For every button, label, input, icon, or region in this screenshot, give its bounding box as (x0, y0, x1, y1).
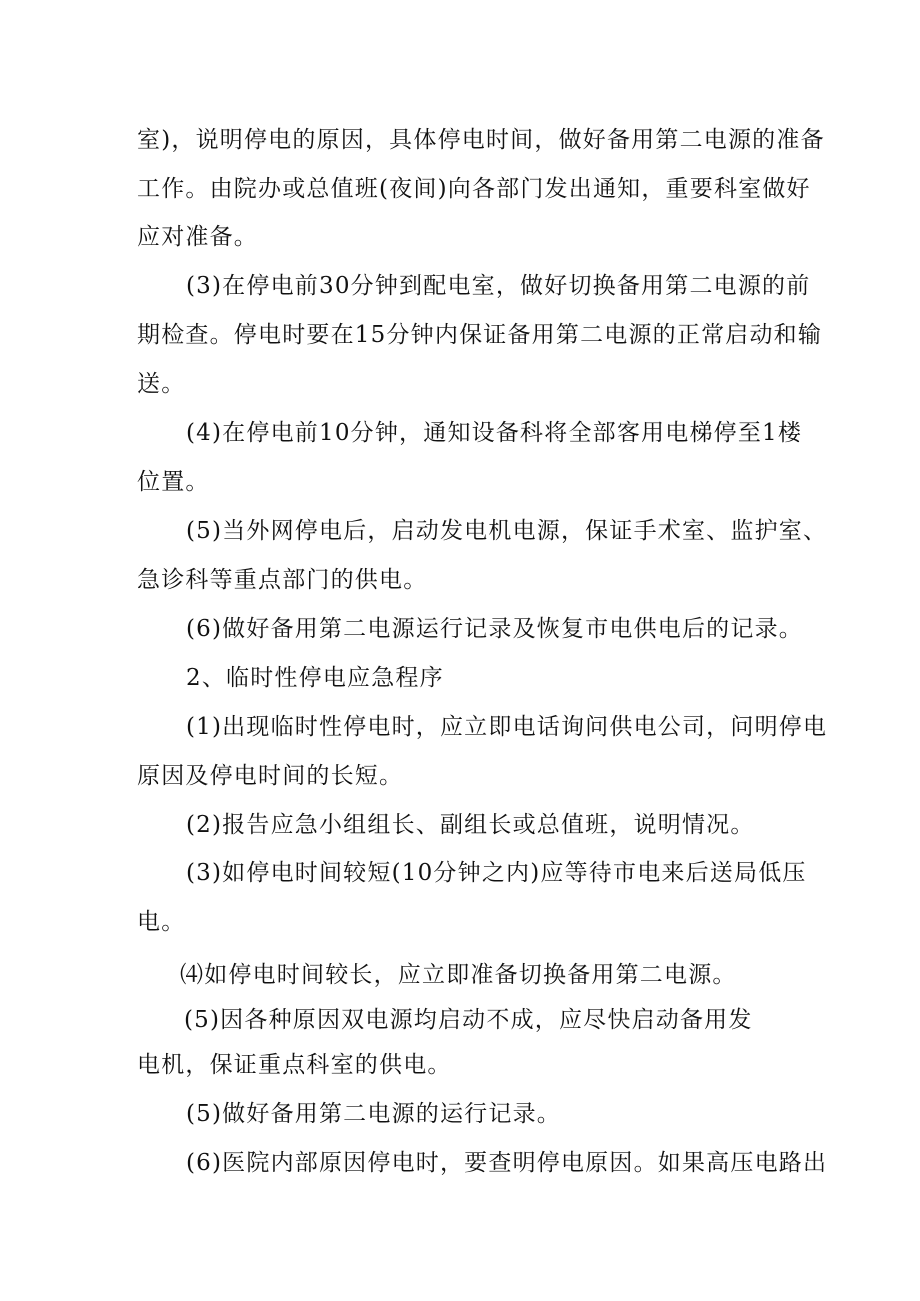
text-line: (5)做好备用第二电源的运行记录。 (186, 1101, 561, 1127)
text-line: 室)，说明停电的原因，具体停电时间，做好备用第二电源的准备 (137, 127, 825, 153)
text-line: (3)在停电前30分钟到配电室，做好切换备用第二电源的前 (186, 273, 811, 299)
text-line: (1)出现临时性停电时，应立即电话询问供电公司，问明停电 (186, 714, 828, 740)
text-line: 工作。由院办或总值班(夜间)向各部门发出通知，重要科室做好 (137, 176, 811, 202)
text-line: (6)做好备用第二电源运行记录及恢复市电供电后的记录。 (186, 616, 803, 642)
text-line: 期检查。停电时要在15分钟内保证备用第二电源的正常启动和输 (137, 322, 823, 348)
text-line: (2)报告应急小组组长、副组长或总值班，说明情况。 (186, 812, 755, 838)
text-line: 原因及停电时间的长短。 (137, 763, 404, 789)
text-line: 位置。 (137, 469, 210, 495)
text-line: (4)在停电前10分钟，通知设备科将全部客用电梯停至1楼 (186, 420, 803, 446)
text-line: 应对准备。 (137, 224, 258, 250)
text-line: 急诊科等重点部门的供电。 (137, 567, 428, 593)
text-line: (6)医院内部原因停电时，要查明停电原因。如果高压电路出 (186, 1150, 828, 1176)
text-line: (5)当外网停电后，启动发电机电源，保证手术室、监护室、 (186, 518, 828, 544)
text-line: 电。 (137, 909, 186, 935)
text-line: (5)因各种原因双电源均启动不成，应尽快启动备用发 (184, 1007, 753, 1033)
text-line: ⑷如停电时间较长，应立即准备切换备用第二电源。 (180, 962, 737, 988)
text-line: 送。 (137, 371, 186, 397)
section-heading: 2、临时性停电应急程序 (186, 665, 444, 691)
text-line: (3)如停电时间较短(10分钟之内)应等待市电来后送局低压 (186, 860, 807, 886)
text-line: 电机，保证重点科室的供电。 (137, 1052, 452, 1078)
